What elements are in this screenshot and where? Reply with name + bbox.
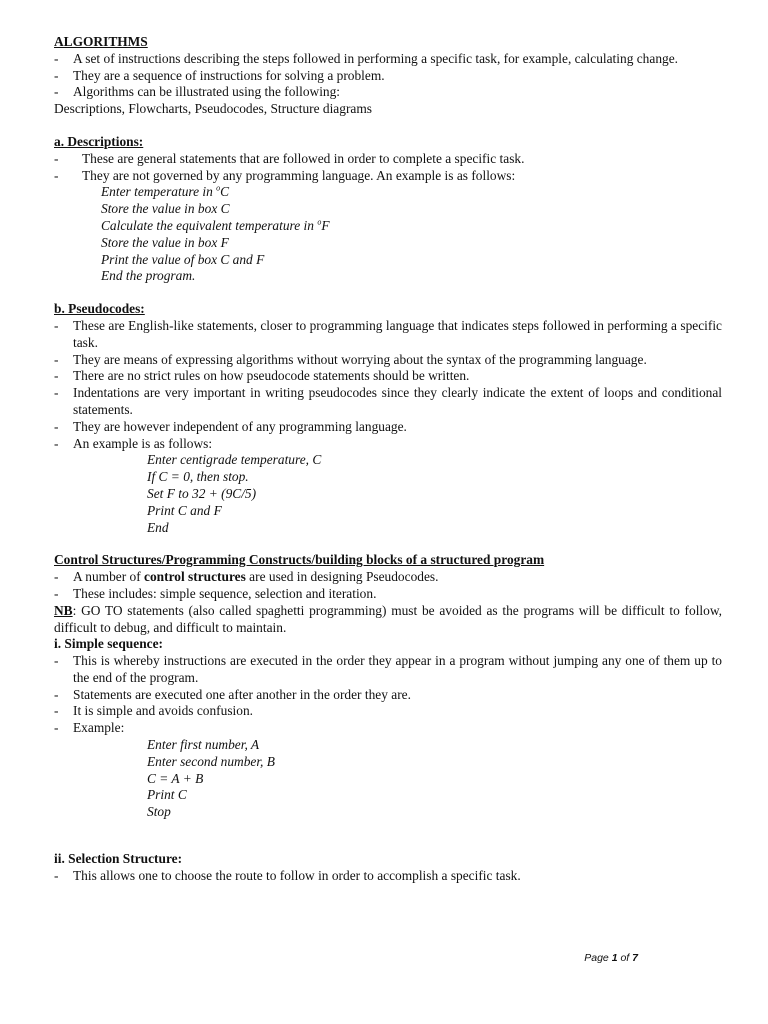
example-line: Enter centigrade temperature, C bbox=[147, 452, 322, 468]
example-line: Enter temperature in $^o$C bbox=[101, 183, 230, 200]
example-line: If C = 0, then stop. bbox=[147, 469, 249, 485]
methods-line: Descriptions, Flowcharts, Pseudocodes, Structure diagrams bbox=[54, 101, 372, 117]
list-item: - A number of control structures are used in designing Pseudocodes. bbox=[54, 569, 439, 585]
list-item: - They are a sequence of instructions for solving a problem. bbox=[54, 67, 385, 83]
example-line: Store the value in box C bbox=[101, 201, 230, 217]
list-item: - Algorithms can be illustrated using the following: bbox=[54, 84, 341, 100]
section-heading-simple-sequence: i. Simple sequence: bbox=[54, 636, 163, 652]
list-item: - Example: bbox=[54, 720, 125, 736]
list-item: - They are not governed by any programming language. An example is as follows: bbox=[54, 167, 516, 183]
example-line: Set F to 32 + (9C/5) bbox=[147, 485, 257, 501]
example-line: C = A + B bbox=[147, 770, 204, 786]
page-number: Page 1 of 7 bbox=[584, 952, 638, 964]
example-line: Print C bbox=[147, 787, 187, 803]
page-title: ALGORITHMS bbox=[54, 34, 148, 49]
list-item: - This is whereby instructions are executed in the order they appear in a program without jumping any one of them up to the end of the program. bbox=[54, 653, 722, 685]
example-line: End bbox=[147, 519, 169, 535]
example-line: End the program. bbox=[101, 268, 196, 284]
list-item: - It is simple and avoids confusion. bbox=[54, 703, 254, 719]
example-line: Print C and F bbox=[147, 502, 222, 518]
list-item: - These includes: simple sequence, selection and iteration. bbox=[54, 585, 377, 601]
list-item: - An example is as follows: bbox=[54, 435, 213, 451]
example-line: Stop bbox=[147, 804, 171, 820]
example-line: Enter second number, B bbox=[147, 753, 275, 769]
list-item: - Statements are executed one after another in the order they are. bbox=[54, 686, 411, 702]
section-heading-pseudocodes: b. Pseudocodes: bbox=[54, 301, 145, 317]
example-line: Print the value of box C and F bbox=[101, 251, 265, 267]
nb-note: NB: GO TO statements (also called spaghetti programming) must be avoided as the programs will be difficult to follow, difficult to debug, and difficult to maintain. bbox=[54, 602, 722, 635]
section-heading-descriptions: a. Descriptions: bbox=[54, 133, 144, 149]
section-heading-control-structures: Control Structures/Programming Constructs/building blocks of a structured program bbox=[54, 552, 545, 568]
list-item: - A set of instructions describing the steps followed in performing a specific task, for example, calculating change. bbox=[54, 50, 679, 66]
list-item: - Indentations are very important in writing pseudocodes since they clearly indicate the extent of loops and conditional statements. bbox=[54, 385, 722, 417]
example-line: Store the value in box F bbox=[101, 234, 229, 250]
example-line: Calculate the equivalent temperature in $^o$F bbox=[101, 217, 330, 233]
list-item: - This allows one to choose the route to follow in order to accomplish a specific task. bbox=[54, 867, 521, 883]
list-item: - There are no strict rules on how pseudocode statements should be written. bbox=[54, 368, 470, 384]
section-heading-selection: ii. Selection Structure: bbox=[54, 851, 183, 867]
list-item: - These are English-like statements, closer to programming language that indicates steps followed in performing a specific task. bbox=[54, 317, 722, 350]
list-item: - They are however independent of any programming language. bbox=[54, 418, 407, 434]
list-item: - These are general statements that are followed in order to complete a specific task. bbox=[54, 150, 525, 166]
list-item: - They are means of expressing algorithms without worrying about the syntax of the programming language. bbox=[54, 351, 647, 367]
document-body bbox=[54, 34, 722, 885]
example-line: Enter first number, A bbox=[147, 737, 260, 753]
